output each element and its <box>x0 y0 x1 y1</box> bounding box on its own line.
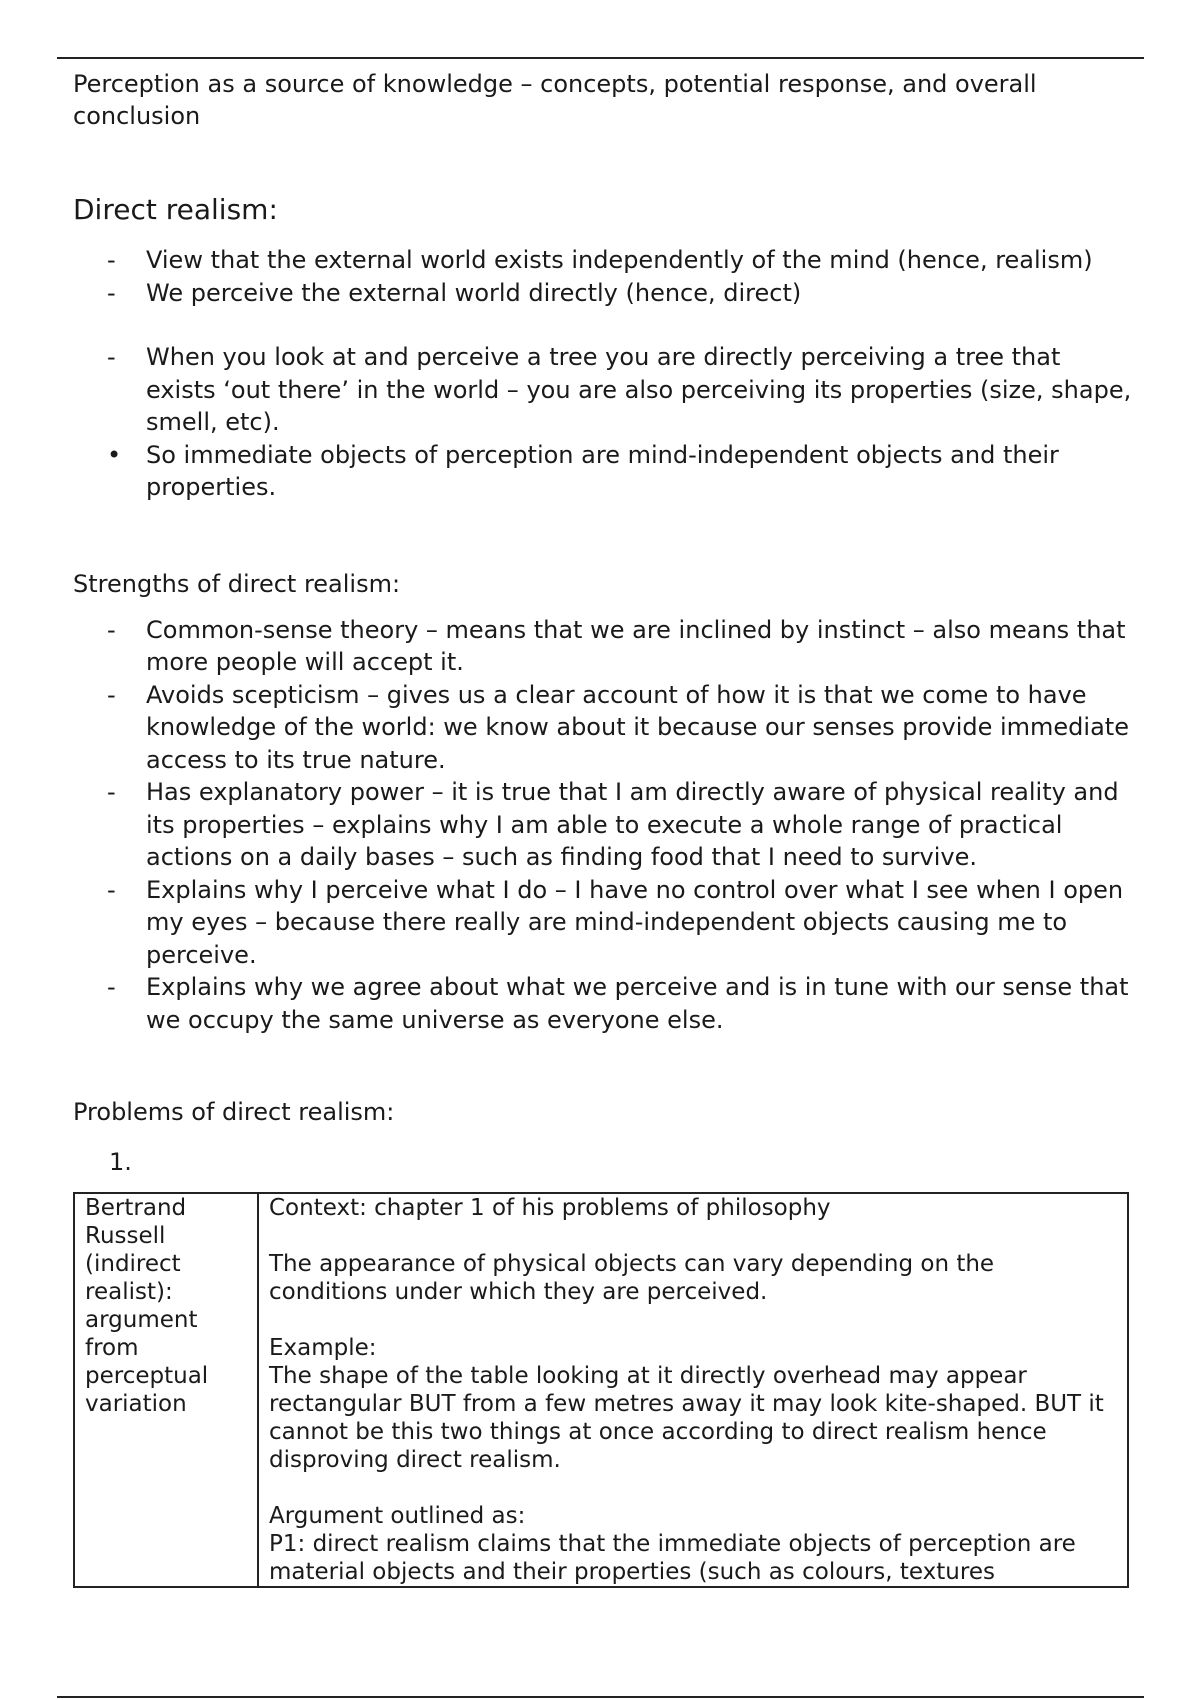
premise-one-text: P1: direct realism claims that the immediate objects of perception are material objects and their properties (such as colours, textures <box>269 1531 1076 1585</box>
list-item-text: Explains why I perceive what I do – I have no control over what I see when I open my eyes – because there really are mind-independent objects causing me to perceive. <box>146 875 1124 969</box>
dash-marker: - <box>107 875 116 904</box>
list-item <box>73 439 1133 504</box>
philosopher-label: Bertrand Russell (indirect realist): argument from perceptual variation <box>85 1195 209 1417</box>
table-row <box>74 1193 1128 1587</box>
document-title: Perception as a source of knowledge – concepts, potential response, and overall conclusion <box>73 70 1037 130</box>
list-item <box>73 341 1133 439</box>
spacer <box>269 1474 1119 1502</box>
argument-label: Argument outlined as: <box>269 1503 526 1529</box>
list-item-text: Explains why we agree about what we perceive and is in tune with our sense that we occupy the same universe as everyone else. <box>146 973 1129 1034</box>
list-item <box>73 614 1133 679</box>
top-page-rule <box>57 57 1144 59</box>
bullet-marker: • <box>107 440 122 469</box>
example-label: Example: <box>269 1335 377 1361</box>
list-item-text: Has explanatory power – it is true that I am directly aware of physical reality and its properties – explains why I am able to execute a whole range of practical actions on a daily bases – such as finding food that I need to survive. <box>146 778 1119 871</box>
dash-marker: - <box>107 973 116 1001</box>
bottom-page-rule <box>57 1696 1144 1698</box>
dash-marker: - <box>107 343 116 371</box>
strengths-list <box>73 614 1143 1037</box>
definition-list <box>73 244 1143 309</box>
dash-marker: - <box>107 615 116 644</box>
argument-cell <box>258 1193 1128 1587</box>
document-body <box>73 68 1143 1588</box>
list-item <box>73 679 1133 777</box>
dash-marker: - <box>107 246 116 274</box>
list-item-text: We perceive the external world directly (hence, direct) <box>146 278 802 307</box>
philosopher-cell <box>74 1193 258 1587</box>
list-item <box>73 244 1133 277</box>
direct-realism-heading: Direct realism: <box>73 193 278 226</box>
spacer <box>269 1222 1119 1250</box>
tree-example-list <box>73 341 1143 504</box>
list-item <box>73 971 1133 1036</box>
spacer <box>269 1306 1119 1334</box>
dash-marker: - <box>107 778 116 806</box>
dash-marker: - <box>107 680 116 709</box>
context-text: Context: chapter 1 of his problems of philosophy <box>269 1195 831 1221</box>
list-item <box>73 277 1133 310</box>
appearance-text: The appearance of physical objects can vary depending on the conditions under which they are perceived. <box>269 1251 995 1305</box>
list-item <box>73 776 1133 874</box>
list-item <box>73 874 1133 972</box>
list-item-text: Avoids scepticism – gives us a clear account of how it is that we come to have knowledge of the world: we know about it because our senses provide immediate access to its true nature. <box>146 680 1129 774</box>
dash-marker: - <box>107 278 116 307</box>
list-item-text: Common-sense theory – means that we are inclined by instinct – also means that more people will accept it. <box>146 615 1126 676</box>
argument-table <box>73 1192 1129 1588</box>
strengths-heading: Strengths of direct realism: <box>73 569 401 598</box>
list-item-text: When you look at and perceive a tree you are directly perceiving a tree that exists ‘out there’ in the world – you are also perceiving its properties (size, shape, smell, etc). <box>146 343 1132 436</box>
list-item-text: So immediate objects of perception are mind-independent objects and their properties. <box>146 440 1059 501</box>
example-text: The shape of the table looking at it directly overhead may appear rectangular BUT from a few metres away it may look kite-shaped. BUT it cannot be this two things at once according to direct realism hence disproving direct realism. <box>269 1363 1104 1473</box>
list-item-text: View that the external world exists independently of the mind (hence, realism) <box>146 246 1093 274</box>
problems-heading: Problems of direct realism: <box>73 1098 395 1126</box>
list-number: 1. <box>109 1148 132 1176</box>
